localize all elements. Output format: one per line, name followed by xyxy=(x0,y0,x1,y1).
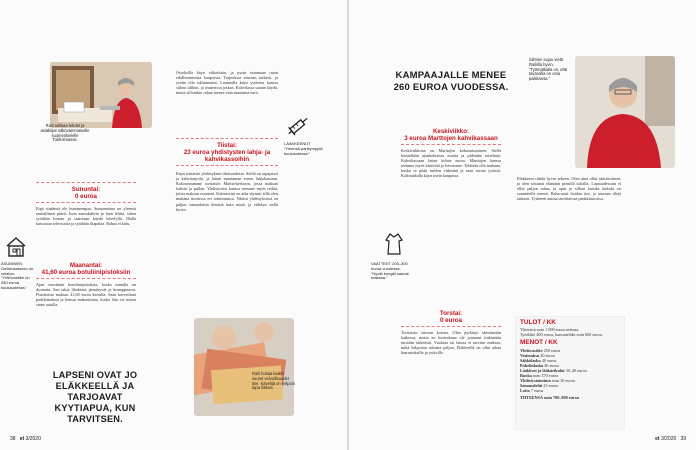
income-line: Työeläke 400 euroa, kansaneläke noin 600 euroa. xyxy=(520,332,603,338)
expense-label: Sähkölasku xyxy=(520,357,541,363)
section-title: Maanantai: xyxy=(69,262,103,269)
expense-label: Yhtiövastike xyxy=(520,347,543,353)
footer-left xyxy=(10,436,41,442)
expense-value: 250 euroa xyxy=(542,347,561,353)
right-page xyxy=(349,0,696,450)
expense-label: Puhelinlasku xyxy=(520,362,544,368)
section-subtitle: 41,60 euroa botuliinipistoksiin xyxy=(41,269,131,276)
divider-line xyxy=(401,326,501,327)
housing-label: ASUMINEN Omistusasunto on velaton. "Yhtiövastike on 250 euroa kuukaudessa." xyxy=(1,261,34,290)
expense-value: noin 30 euroa xyxy=(550,378,575,384)
section-monday xyxy=(36,262,136,307)
column2-body: Eläkkeeni riittää hyvin arkeen. Olen aina ollut säästäväinen, ja olen tottunut elämään pienillä tuloilla. Lapsuudessani ei ollut paljon rahaa, ja opin jo silloin kuinka tärkeää on suunnitella menot. Raha-asiat hoidan itse, ja seuraan tilejä tarkasti. Tyttäreni auttaa tarvittaessa pankkiasioissa. xyxy=(517,176,621,202)
budget-box xyxy=(515,316,625,430)
pull-quote: LAPSENI OVAT JO ELÄKKEELLÄ JA TARJOAVAT KYYTIAPUA, KUN TARVITSEN. xyxy=(52,370,138,424)
expense-label: Lotto xyxy=(520,388,530,394)
photo-right-caption: Silmien sujuu vielä Railiilla hyvin. "Työmatkalla on, että tavaroilla on oma paikkansa." xyxy=(529,57,568,82)
expense-value: 40 euroa xyxy=(543,362,559,368)
photo-woman-at-desk xyxy=(50,62,152,128)
income-title: TULOT / KK xyxy=(520,319,556,326)
house-icon xyxy=(4,236,28,258)
section-title: Keskiviikko: xyxy=(432,128,470,135)
expense-value: 30–40 euroa xyxy=(564,367,587,373)
section-subtitle: 0 euroa xyxy=(74,193,97,200)
expense-label: Vesimaksu xyxy=(520,352,540,358)
headline: KAMPAAJALLE MENEE 260 EUROA VUODESSA. xyxy=(393,70,509,93)
page-number: 39 xyxy=(680,436,686,442)
divider-line xyxy=(36,278,136,279)
divider-line xyxy=(36,182,136,183)
section-body: Eipä sinäänsä ole kummempaa. Sunnuntaina on yleensä rauhallinen päivä. Juon aamukahvia ja luen lehtiä, sitten syödään lounas ja saatetaan käydä kävelyllä. Illalla katsotaan televisiota ja syödään iltapalaa. Rahaa ei kulu. xyxy=(36,206,136,227)
expense-value: 7 euroa xyxy=(529,388,544,394)
expense-list xyxy=(520,348,620,394)
expense-total: YHTEENSÄ noin 700–800 euroa xyxy=(520,395,579,401)
medicine-label: LÄÄKKEENOT "Yleensä parikymppiä kuukaudessa." xyxy=(284,141,323,156)
footer-right xyxy=(655,436,686,442)
expense-label: Sanomalehti xyxy=(520,383,543,389)
clothes-label: VAATTEET 200–300 euroa vuodessa. "Hyvät kengät saavat maksaa." xyxy=(371,261,409,281)
page-number: 38 xyxy=(10,436,16,442)
section-body: Käyn tiistaisin yhdistyksen tilaisuudessa. Siellä on arpajaiset ja kahvitarjoilu, ja laitan muutaman euron lahjakassaan. Kokoonnumme torstaisin Martta-kerhoon, jossa maksan kahvin ja pullan. Yhdistysten kanssa teemme myös retkiä, joista maksan osuuteni. Kalenterini on aika täynnä, sillä olen mukana monessa eri toiminnassa. Näissä yhdistyksissä on paljon samanlaisia ihmisiä kuin minä, ja viihdyn siellä hyvin. xyxy=(176,171,278,212)
divider-line xyxy=(401,144,501,145)
issue-number: 3/2020 xyxy=(25,436,41,442)
expense-label: Lääkkeet ja lääkärikulut xyxy=(520,367,565,373)
section-body: Torstaisin siivoan kotona. Olen pyrkinyt säästämään kaikessa, mutta en kuitenkaan ole joutunut tinkimään mistään tärkeästä. Vuokraa tai lainaa ei tarvitse maksaa, mikä helpottaa taloutta paljon. Eläkkeellä on ollut aikaa harrastuksille ja ystäville. xyxy=(401,330,501,356)
dress-icon xyxy=(383,232,405,256)
expense-value: 25 euroa xyxy=(542,383,558,389)
section-subtitle: 3 euroa Marttojen kahvikassaan xyxy=(404,135,498,142)
syringe-icon xyxy=(284,112,312,140)
expense-title: MENOT / KK xyxy=(520,339,558,347)
photo3-caption: Raili hoitaa kaikki suuret velvollisuudet itse. Kävelijä on helpoin tapa liikkua. xyxy=(252,371,296,391)
left-page xyxy=(0,0,347,450)
divider-line xyxy=(176,138,278,139)
section-title: Sununtai: xyxy=(71,186,101,193)
section-wednesday xyxy=(401,128,501,179)
magazine-logo: et xyxy=(19,436,25,442)
expense-value: 20 euroa xyxy=(539,352,555,358)
section-thursday xyxy=(401,310,501,355)
expense-label: Ruoka xyxy=(520,373,532,379)
expense-label: Yhdistystoiminta xyxy=(520,378,551,384)
section-title: Torstai: xyxy=(439,310,463,317)
issue-number: 3/2020 xyxy=(660,436,677,442)
section-body: Ajan vuosittain botuliinipistoksia, koska minulla on dystonia. Sen takia lihakseni jännittyvät ja kramppaavat. Pistoksista maksan 41,60 euroa kerralla. Saan kaveriltani parkkimaksut ja bensat maksettuina, koska hän vie minut sinne autolla. xyxy=(36,282,136,308)
income-line: Yhteensä noin 1 000 euroa nettona. xyxy=(520,327,580,333)
photo-money xyxy=(194,318,294,416)
divider-line xyxy=(36,202,136,203)
photo1-caption: Raili tulkkaa lehdet ja asiakirjat näkövammaiselle suomenkielelle Tukholmassa. xyxy=(40,123,90,143)
expense-value: noin 370 euroa xyxy=(531,373,559,379)
photo-woman-red-sweater xyxy=(575,56,675,168)
section-sunday xyxy=(36,186,136,226)
magazine-logo: et xyxy=(655,436,660,442)
section-subtitle: 23 euroa yhdistysten lahja- ja kahvikassoihin xyxy=(183,149,271,163)
section-subtitle: 0 euroa xyxy=(439,317,462,324)
section-tuesday xyxy=(176,142,278,212)
section-title: Tiistai: xyxy=(217,142,237,149)
expense-line xyxy=(520,388,620,393)
column2-body: Ostoksilla käyn viikoittain, ja pyrin ostamaan ruoat edullisemmista kaupoista. Tarjouksia seuraan tarkasti, ja yritän olla tuhlaamatta. Lounaalla käyn ystävien kanssa silloin tällöin, ja teatterissa joskus. Kahvilassa saatan käydä, mutta silloinkin rahaa menee vain muutama euro. xyxy=(176,70,278,96)
section-body: Keskiviikkona on Marttojen kokoontuminen. Siellä käsitellään ajankohtaisia asioita ja pidetään esitelmiä. Kahvikassaan laitan kolme euroa. Marttojen kanssa teemme myös käsitöitä ja leivomme. Tykkään olla mukana, koska se pitää mielen virkeänä ja saan tavata ystäviä. Kotimatkalla käyn usein kaupassa. xyxy=(401,148,501,179)
expense-value: 40 euroa xyxy=(540,357,557,363)
divider-line xyxy=(176,165,278,166)
